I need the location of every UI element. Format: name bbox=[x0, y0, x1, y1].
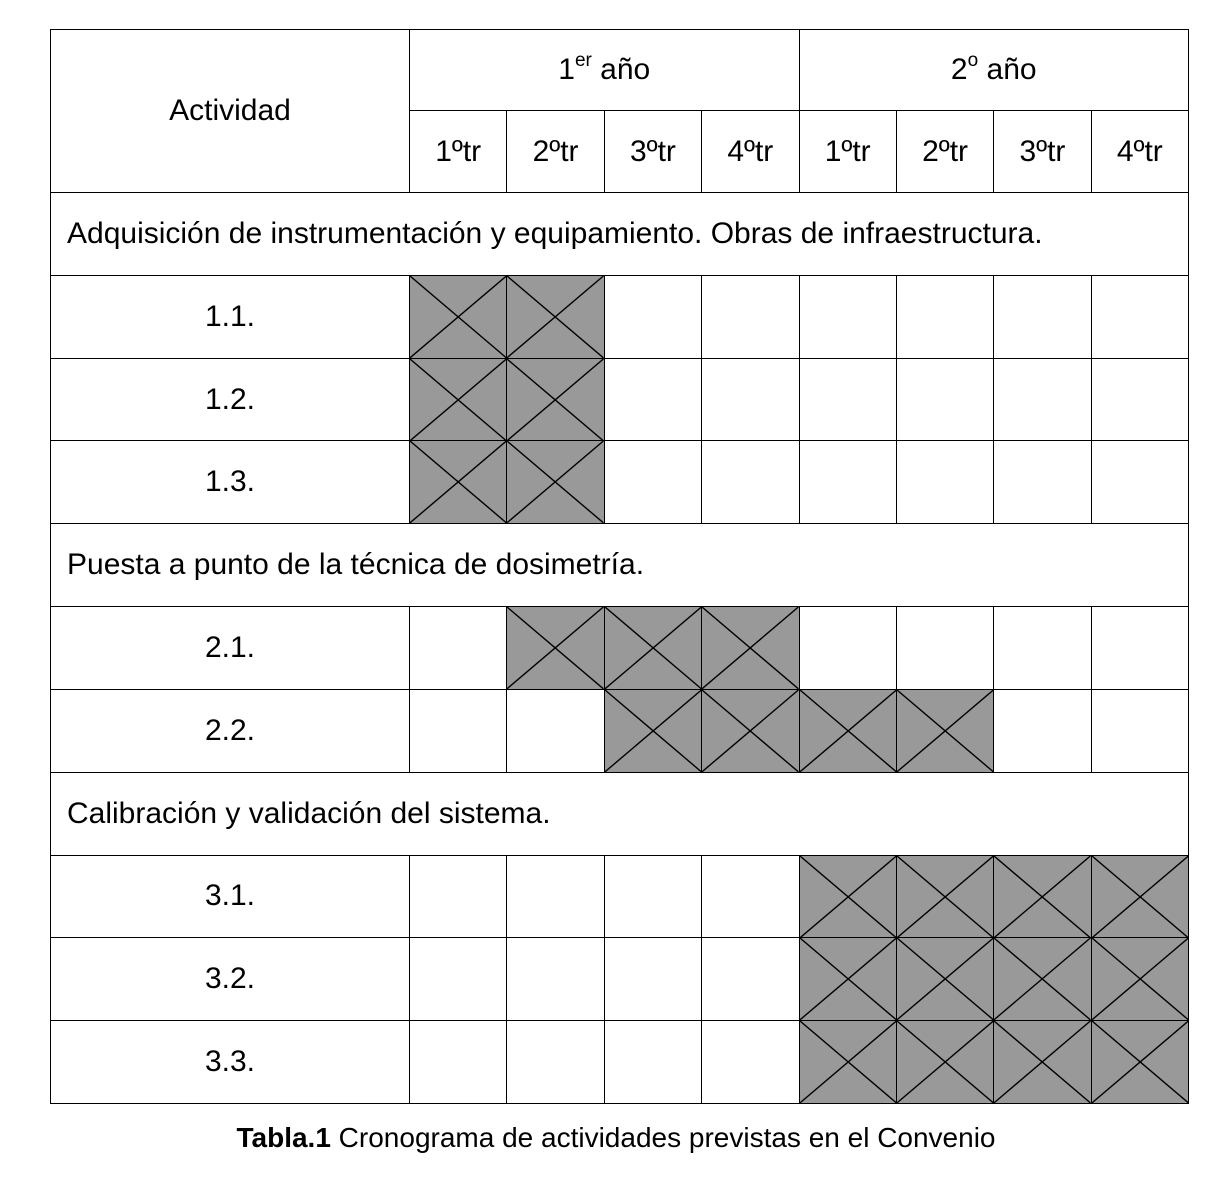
table-caption bbox=[0, 1122, 1232, 1154]
activity-row bbox=[51, 1021, 1189, 1104]
scheduled-quarter-cell bbox=[410, 358, 507, 441]
scheduled-quarter-cell bbox=[1091, 938, 1188, 1021]
quarter-header: 4ºtr bbox=[1091, 111, 1188, 193]
section-row bbox=[51, 772, 1189, 855]
activity-row bbox=[51, 358, 1189, 441]
empty-quarter-cell bbox=[702, 855, 799, 938]
empty-quarter-cell bbox=[799, 358, 896, 441]
caption-label: Tabla.1 bbox=[236, 1122, 331, 1153]
empty-quarter-cell bbox=[994, 275, 1091, 358]
section-row bbox=[51, 193, 1189, 276]
empty-quarter-cell bbox=[896, 607, 993, 690]
empty-quarter-cell bbox=[799, 275, 896, 358]
empty-quarter-cell bbox=[1091, 607, 1188, 690]
empty-quarter-cell bbox=[507, 938, 604, 1021]
section-row bbox=[51, 524, 1189, 607]
empty-quarter-cell bbox=[994, 358, 1091, 441]
scheduled-quarter-cell bbox=[896, 1021, 993, 1104]
quarter-header: 1ºtr bbox=[410, 111, 507, 193]
activity-code: 2.2. bbox=[51, 689, 410, 772]
activity-code: 1.3. bbox=[51, 441, 410, 524]
activity-column-header: Actividad bbox=[51, 30, 410, 193]
cross-pattern-icon bbox=[1092, 938, 1188, 1020]
empty-quarter-cell bbox=[507, 1021, 604, 1104]
activity-code: 3.1. bbox=[51, 855, 410, 938]
empty-quarter-cell bbox=[896, 275, 993, 358]
empty-quarter-cell bbox=[1091, 441, 1188, 524]
activity-row bbox=[51, 689, 1189, 772]
cross-pattern-icon bbox=[702, 690, 798, 772]
year-2-header: 2$^o$ año bbox=[799, 30, 1189, 111]
empty-quarter-cell bbox=[410, 855, 507, 938]
empty-quarter-cell bbox=[1091, 689, 1188, 772]
empty-quarter-cell bbox=[604, 358, 701, 441]
section-title: Adquisición de instrumentación y equipamiento. Obras de infraestructura. bbox=[51, 193, 1189, 276]
schedule-body bbox=[51, 193, 1189, 1104]
empty-quarter-cell bbox=[994, 607, 1091, 690]
activity-code: 2.1. bbox=[51, 607, 410, 690]
scheduled-quarter-cell bbox=[799, 1021, 896, 1104]
empty-quarter-cell bbox=[896, 441, 993, 524]
empty-quarter-cell bbox=[799, 607, 896, 690]
section-title: Puesta a punto de la técnica de dosimetría. bbox=[51, 524, 1189, 607]
cross-pattern-icon bbox=[507, 441, 603, 523]
cross-pattern-icon bbox=[800, 856, 896, 938]
cross-pattern-icon bbox=[410, 276, 506, 358]
empty-quarter-cell bbox=[410, 1021, 507, 1104]
scheduled-quarter-cell bbox=[994, 855, 1091, 938]
cross-pattern-icon bbox=[994, 938, 1090, 1020]
scheduled-quarter-cell bbox=[799, 938, 896, 1021]
scheduled-quarter-cell bbox=[410, 275, 507, 358]
empty-quarter-cell bbox=[410, 607, 507, 690]
cross-pattern-icon bbox=[994, 856, 1090, 938]
empty-quarter-cell bbox=[994, 689, 1091, 772]
cross-pattern-icon bbox=[800, 938, 896, 1020]
scheduled-quarter-cell bbox=[994, 938, 1091, 1021]
scheduled-quarter-cell bbox=[1091, 855, 1188, 938]
cross-pattern-icon bbox=[1092, 856, 1188, 938]
cross-pattern-icon bbox=[897, 1021, 993, 1103]
activity-code: 3.2. bbox=[51, 938, 410, 1021]
caption-text: Cronograma de actividades previstas en el Convenio bbox=[330, 1122, 996, 1153]
empty-quarter-cell bbox=[604, 855, 701, 938]
cross-pattern-icon bbox=[702, 607, 798, 689]
cross-pattern-icon bbox=[507, 359, 603, 441]
scheduled-quarter-cell bbox=[799, 855, 896, 938]
scheduled-quarter-cell bbox=[799, 689, 896, 772]
activity-code: 1.1. bbox=[51, 275, 410, 358]
year-1-header: 1er año bbox=[410, 30, 800, 111]
empty-quarter-cell bbox=[1091, 275, 1188, 358]
scheduled-quarter-cell bbox=[896, 855, 993, 938]
scheduled-quarter-cell bbox=[507, 441, 604, 524]
empty-quarter-cell bbox=[896, 358, 993, 441]
schedule-table bbox=[50, 29, 1189, 1104]
quarter-header: 2ºtr bbox=[507, 111, 604, 193]
cross-pattern-icon bbox=[605, 607, 701, 689]
activity-row bbox=[51, 275, 1189, 358]
cross-pattern-icon bbox=[800, 1021, 896, 1103]
scheduled-quarter-cell bbox=[604, 607, 701, 690]
cross-pattern-icon bbox=[897, 690, 993, 772]
scheduled-quarter-cell bbox=[507, 607, 604, 690]
empty-quarter-cell bbox=[507, 689, 604, 772]
activity-code: 3.3. bbox=[51, 1021, 410, 1104]
scheduled-quarter-cell bbox=[507, 275, 604, 358]
empty-quarter-cell bbox=[604, 938, 701, 1021]
cross-pattern-icon bbox=[410, 441, 506, 523]
quarter-header: 4ºtr bbox=[702, 111, 799, 193]
empty-quarter-cell bbox=[702, 938, 799, 1021]
scheduled-quarter-cell bbox=[410, 441, 507, 524]
scheduled-quarter-cell bbox=[896, 689, 993, 772]
empty-quarter-cell bbox=[604, 1021, 701, 1104]
cross-pattern-icon bbox=[897, 938, 993, 1020]
quarter-header: 3ºtr bbox=[994, 111, 1091, 193]
empty-quarter-cell bbox=[410, 938, 507, 1021]
activity-code: 1.2. bbox=[51, 358, 410, 441]
quarter-header: 1ºtr bbox=[799, 111, 896, 193]
cross-pattern-icon bbox=[1092, 1021, 1188, 1103]
activity-row bbox=[51, 855, 1189, 938]
activity-row bbox=[51, 938, 1189, 1021]
empty-quarter-cell bbox=[507, 855, 604, 938]
scheduled-quarter-cell bbox=[896, 938, 993, 1021]
cross-pattern-icon bbox=[800, 690, 896, 772]
quarter-header: 2ºtr bbox=[896, 111, 993, 193]
section-title: Calibración y validación del sistema. bbox=[51, 772, 1189, 855]
scheduled-quarter-cell bbox=[702, 689, 799, 772]
empty-quarter-cell bbox=[994, 441, 1091, 524]
cross-pattern-icon bbox=[605, 690, 701, 772]
scheduled-quarter-cell bbox=[507, 358, 604, 441]
scheduled-quarter-cell bbox=[702, 607, 799, 690]
empty-quarter-cell bbox=[604, 441, 701, 524]
scheduled-quarter-cell bbox=[1091, 1021, 1188, 1104]
quarter-header: 3ºtr bbox=[604, 111, 701, 193]
cross-pattern-icon bbox=[410, 359, 506, 441]
cross-pattern-icon bbox=[507, 607, 603, 689]
empty-quarter-cell bbox=[410, 689, 507, 772]
cross-pattern-icon bbox=[897, 856, 993, 938]
activity-row bbox=[51, 441, 1189, 524]
scheduled-quarter-cell bbox=[604, 689, 701, 772]
empty-quarter-cell bbox=[799, 441, 896, 524]
empty-quarter-cell bbox=[702, 275, 799, 358]
cross-pattern-icon bbox=[507, 276, 603, 358]
empty-quarter-cell bbox=[604, 275, 701, 358]
empty-quarter-cell bbox=[702, 358, 799, 441]
empty-quarter-cell bbox=[702, 441, 799, 524]
activity-row bbox=[51, 607, 1189, 690]
empty-quarter-cell bbox=[1091, 358, 1188, 441]
scheduled-quarter-cell bbox=[994, 1021, 1091, 1104]
year-header-row bbox=[51, 30, 1189, 111]
cross-pattern-icon bbox=[994, 1021, 1090, 1103]
empty-quarter-cell bbox=[702, 1021, 799, 1104]
